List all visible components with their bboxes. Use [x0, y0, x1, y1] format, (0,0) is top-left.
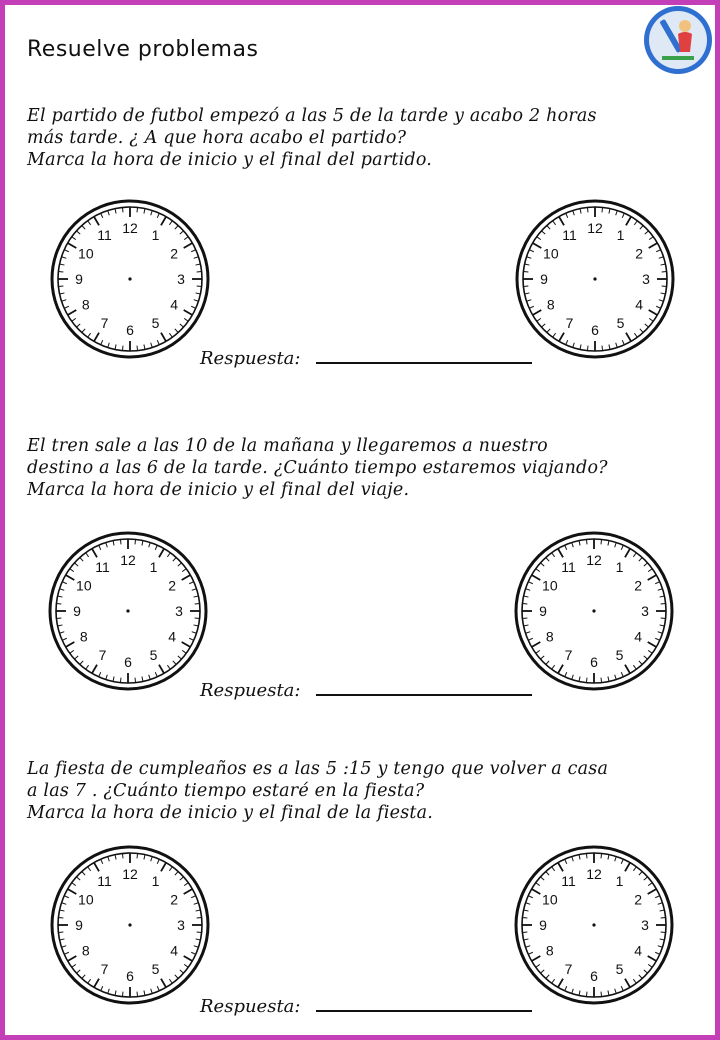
- clock-number: 5: [151, 961, 160, 978]
- clock-number: 6: [590, 968, 598, 984]
- clock-center-dot: [126, 609, 129, 612]
- clock-number: 9: [75, 271, 83, 287]
- minute-tick: [195, 603, 200, 604]
- problem-line: El tren sale a las 10 de la mañana y llegaremos a nuestro: [27, 436, 548, 456]
- minute-tick: [523, 271, 528, 272]
- page-title: Resuelve problemas: [27, 37, 259, 62]
- clock-number: 6: [590, 654, 598, 670]
- clock-number: 11: [95, 558, 110, 575]
- clock-number: 10: [78, 245, 94, 262]
- problem-line: Marca la hora de inicio y el final del viaje.: [27, 480, 410, 500]
- clock-number: 2: [168, 577, 177, 594]
- answer-label: Respuesta:: [200, 680, 301, 701]
- minute-tick: [661, 618, 666, 619]
- clock-number: 7: [564, 961, 573, 978]
- clock-number: 2: [634, 891, 643, 908]
- minute-tick: [602, 207, 603, 212]
- minute-tick: [56, 618, 61, 619]
- clock-number: 4: [634, 628, 643, 645]
- clock-number: 7: [100, 315, 109, 332]
- clock-number: 5: [615, 961, 624, 978]
- minute-tick: [58, 932, 63, 933]
- clock-number: 4: [635, 296, 644, 313]
- answer-label: Respuesta:: [200, 348, 301, 369]
- clock-number: 8: [545, 628, 554, 645]
- answer-field[interactable]: [200, 996, 540, 1020]
- minute-tick: [122, 346, 123, 351]
- clock-number: 1: [151, 872, 160, 889]
- answer-line: [316, 1010, 532, 1012]
- minute-tick: [523, 286, 528, 287]
- clock-number: 10: [543, 245, 559, 262]
- clock-number: 9: [540, 271, 548, 287]
- clock-number: 2: [170, 245, 179, 262]
- minute-tick: [661, 917, 666, 918]
- clock-face-end[interactable]: [513, 197, 677, 361]
- clock-number: 8: [546, 296, 555, 313]
- clock-number: 12: [587, 220, 603, 236]
- minute-tick: [522, 932, 527, 933]
- clock-number: 10: [78, 891, 94, 908]
- clock-number: 8: [81, 296, 90, 313]
- clock-number: 3: [175, 603, 183, 619]
- clock-number: 7: [100, 961, 109, 978]
- clock-number: 4: [170, 942, 179, 959]
- minute-tick: [197, 271, 202, 272]
- clock-center-dot: [128, 277, 131, 280]
- minute-tick: [58, 286, 63, 287]
- minute-tick: [56, 603, 61, 604]
- minute-tick: [137, 853, 138, 858]
- clock-number: 9: [539, 603, 547, 619]
- minute-tick: [601, 853, 602, 858]
- clock-number: 10: [76, 577, 92, 594]
- minute-tick: [587, 207, 588, 212]
- clock-center-dot: [593, 277, 596, 280]
- clock-center-dot: [592, 609, 595, 612]
- clock-number: 10: [542, 577, 558, 594]
- minute-tick: [586, 678, 587, 683]
- minute-tick: [197, 286, 202, 287]
- clock-number: 7: [565, 315, 574, 332]
- clock-face-start[interactable]: [46, 529, 210, 693]
- minute-tick: [137, 346, 138, 351]
- minute-tick: [601, 992, 602, 997]
- clock-number: 3: [641, 603, 649, 619]
- minute-tick: [522, 917, 527, 918]
- clock-number: 8: [81, 942, 90, 959]
- clock-number: 11: [97, 872, 112, 889]
- clock-number: 3: [177, 917, 185, 933]
- clock-number: 3: [642, 271, 650, 287]
- minute-tick: [197, 917, 202, 918]
- clock-number: 5: [151, 315, 160, 332]
- answer-field[interactable]: [200, 348, 540, 372]
- clock-number: 12: [586, 866, 602, 882]
- minute-tick: [135, 678, 136, 683]
- clock-number: 2: [634, 577, 643, 594]
- clock-number: 1: [616, 226, 625, 243]
- clock-number: 11: [97, 226, 112, 243]
- minute-tick: [601, 539, 602, 544]
- clock-center-dot: [128, 923, 131, 926]
- clock-face-end[interactable]: [512, 529, 676, 693]
- clock-number: 1: [615, 558, 624, 575]
- clock-number: 1: [151, 226, 160, 243]
- clock-number: 6: [126, 322, 134, 338]
- clock-number: 9: [73, 603, 81, 619]
- minute-tick: [662, 271, 667, 272]
- minute-tick: [195, 618, 200, 619]
- minute-tick: [586, 992, 587, 997]
- clock-number: 4: [170, 296, 179, 313]
- minute-tick: [197, 932, 202, 933]
- minute-tick: [522, 603, 527, 604]
- answer-line: [316, 362, 532, 364]
- clock-number: 12: [122, 866, 138, 882]
- minute-tick: [120, 678, 121, 683]
- clock-number: 7: [98, 647, 107, 664]
- problem-line: El partido de futbol empezó a las 5 de la tarde y acabo 2 horas: [27, 106, 597, 126]
- problem-line: destino a las 6 de la tarde. ¿Cuánto tiempo estaremos viajando?: [27, 458, 608, 478]
- clock-number: 7: [564, 647, 573, 664]
- problem-line: La fiesta de cumpleaños es a las 5 :15 y tengo que volver a casa: [27, 759, 609, 779]
- minute-tick: [587, 346, 588, 351]
- clock-number: 2: [635, 245, 644, 262]
- clock-number: 6: [591, 322, 599, 338]
- clock-number: 5: [149, 647, 158, 664]
- answer-line: [316, 694, 532, 696]
- clock-number: 2: [170, 891, 179, 908]
- clock-number: 11: [562, 226, 577, 243]
- clock-number: 4: [634, 942, 643, 959]
- minute-tick: [122, 853, 123, 858]
- clock-number: 12: [120, 552, 136, 568]
- clock-center-dot: [592, 923, 595, 926]
- clock-number: 10: [542, 891, 558, 908]
- minute-tick: [661, 603, 666, 604]
- clock-number: 5: [615, 647, 624, 664]
- clock-number: 3: [177, 271, 185, 287]
- minute-tick: [122, 207, 123, 212]
- minute-tick: [586, 539, 587, 544]
- minute-tick: [137, 207, 138, 212]
- minute-tick: [601, 678, 602, 683]
- clock-number: 3: [641, 917, 649, 933]
- problem-3-text: [27, 758, 695, 824]
- minute-tick: [135, 539, 136, 544]
- minute-tick: [662, 286, 667, 287]
- clock-number: 11: [561, 558, 576, 575]
- minute-tick: [120, 539, 121, 544]
- minute-tick: [522, 618, 527, 619]
- clock-number: 9: [75, 917, 83, 933]
- clock-number: 11: [561, 872, 576, 889]
- clock-number: 8: [79, 628, 88, 645]
- answer-field[interactable]: [200, 680, 540, 704]
- minute-tick: [122, 992, 123, 997]
- minute-tick: [58, 917, 63, 918]
- minute-tick: [137, 992, 138, 997]
- clock-number: 6: [126, 968, 134, 984]
- clock-number: 1: [615, 872, 624, 889]
- pencil-person-logo-icon: [640, 4, 720, 78]
- problem-1-text: [27, 105, 695, 171]
- clock-face-end[interactable]: [512, 843, 676, 1007]
- clock-number: 8: [545, 942, 554, 959]
- clock-number: 9: [539, 917, 547, 933]
- problem-line: a las 7 . ¿Cuánto tiempo estaré en la fiesta?: [27, 781, 425, 801]
- problem-line: Marca la hora de inicio y el final de la fiesta.: [27, 803, 434, 823]
- minute-tick: [602, 346, 603, 351]
- clock-number: 12: [586, 552, 602, 568]
- problem-line: más tarde. ¿ A que hora acabo el partido?: [27, 128, 407, 148]
- clock-face-start[interactable]: [48, 197, 212, 361]
- problem-2-text: [27, 435, 695, 501]
- clock-number: 12: [122, 220, 138, 236]
- clock-number: 4: [168, 628, 177, 645]
- clock-face-start[interactable]: [48, 843, 212, 1007]
- minute-tick: [58, 271, 63, 272]
- minute-tick: [661, 932, 666, 933]
- clock-number: 1: [149, 558, 158, 575]
- clock-number: 5: [616, 315, 625, 332]
- answer-label: Respuesta:: [200, 996, 301, 1017]
- minute-tick: [586, 853, 587, 858]
- problem-line: Marca la hora de inicio y el final del partido.: [27, 150, 433, 170]
- clock-number: 6: [124, 654, 132, 670]
